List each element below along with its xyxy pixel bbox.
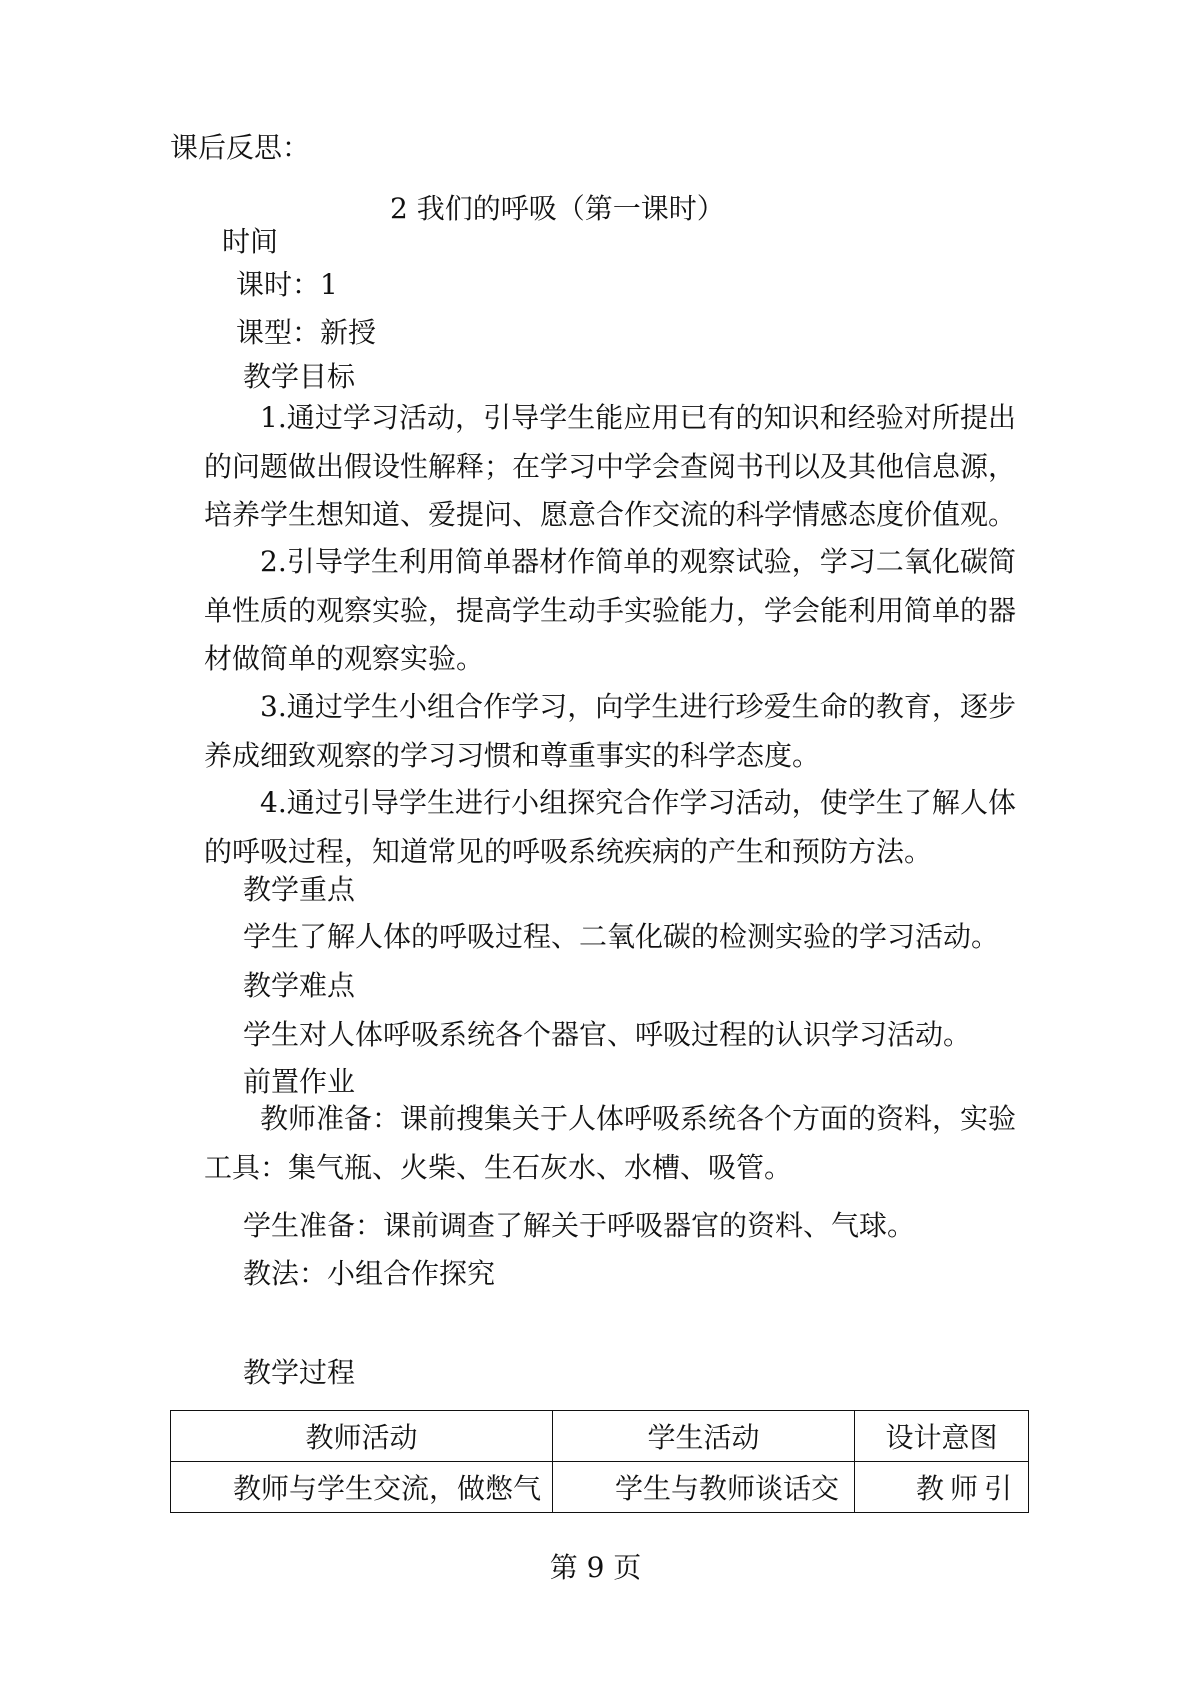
teacher-prep: 教师准备：课前搜集关于人体呼吸系统各个方面的资料，实验工具：集气瓶、火柴、生石灰水、水槽、吸管。 — [204, 1102, 1017, 1184]
objective-item-4: 4.通过引导学生进行小组探究合作学习活动，使学生了解人体的呼吸过程，知道常见的呼吸系统疾病的产生和预防方法。 — [204, 786, 1016, 868]
meta-time: 时间 — [222, 225, 279, 258]
objective-item-2: 2.引导学生利用简单器材作简单的观察试验，学习二氧化碳简单性质的观察实验，提高学生动手实验能力，学会能利用简单的器材做简单的观察实验。 — [204, 545, 1017, 675]
difficulties-text: 学生对人体呼吸系统各个器官、呼吸过程的认识学习活动。 — [243, 1018, 972, 1051]
objective-item-3: 3.通过学生小组合作学习，向学生进行珍爱生命的教育，逐步养成细致观察的学习习惯和尊重事实的科学态度。 — [204, 690, 1016, 772]
key-points-heading: 教学重点 — [243, 873, 356, 906]
column-header-student: 学生活动 — [553, 1411, 855, 1462]
pre-assignment-heading: 前置作业 — [243, 1065, 356, 1098]
table-cell-intent: 教师引 — [855, 1462, 1029, 1513]
objective-item-1: 1.通过学习活动，引导学生能应用已有的知识和经验对所提出的问题做出假设性解释；在学习中学会查阅书刊以及其他信息源，培养学生想知道、爱提问、愿意合作交流的科学情感态度价值观。 — [204, 401, 1017, 531]
table-cell-teacher: 教师与学生交流，做憋气 — [171, 1462, 553, 1513]
page-number: 第 9 页 — [549, 1551, 642, 1584]
meta-type: 课型：新授 — [236, 316, 377, 349]
student-prep: 学生准备：课前调查了解关于呼吸器官的资料、气球。 — [243, 1209, 916, 1242]
column-header-intent: 设计意图 — [855, 1411, 1029, 1462]
difficulties-heading: 教学难点 — [243, 969, 356, 1002]
table-cell-student: 学生与教师谈话交 — [553, 1462, 855, 1513]
reflection-label: 课后反思： — [170, 131, 311, 164]
column-header-teacher: 教师活动 — [171, 1411, 553, 1462]
lesson-title: 2 我们的呼吸（第一课时） — [390, 192, 725, 225]
process-heading: 教学过程 — [243, 1356, 356, 1389]
table-row — [171, 1462, 1029, 1513]
table-header-row — [171, 1411, 1029, 1462]
teaching-method: 教法：小组合作探究 — [243, 1257, 496, 1290]
objectives-heading: 教学目标 — [243, 360, 356, 393]
key-points-text: 学生了解人体的呼吸过程、二氧化碳的检测实验的学习活动。 — [243, 920, 1000, 953]
process-table — [170, 1410, 1029, 1513]
meta-period: 课时：1 — [236, 268, 338, 301]
